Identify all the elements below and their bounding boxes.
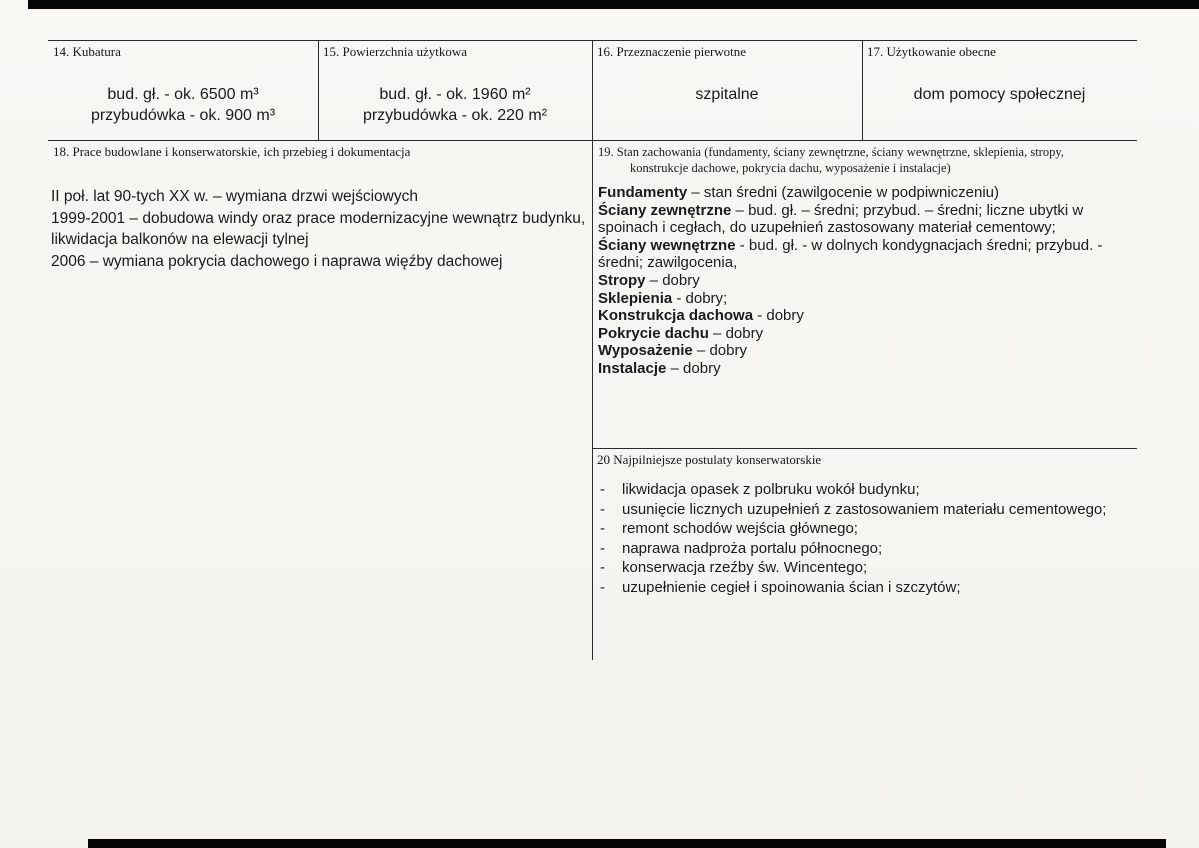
field-18-paragraph: 1999-2001 – dobudowa windy oraz prace modernizacyjne wewnątrz budynku, likwidacja balkonów na elewacji tylnej xyxy=(51,209,586,248)
field-15-value-line: bud. gł. - ok. 1960 m² xyxy=(379,86,531,103)
field-16-label: 16. Przeznaczenie pierwotne xyxy=(597,44,747,59)
field-20-postulaty xyxy=(592,448,1137,660)
field-14-label: 14. Kubatura xyxy=(53,44,121,59)
field-15-label: 15. Powierzchnia użytkowa xyxy=(323,44,468,59)
postulate-text: usunięcie licznych uzupełnień z zastosowaniem materiału cementowego; xyxy=(622,500,1107,518)
field-15-powierzchnia xyxy=(318,40,592,140)
field-19-condition-item: Ściany zewnętrzne – bud. gł. – średni; przybud. – średni; liczne ubytki w spoinach i cegłach, do uzupełnień zastosowany materiał cementowy; xyxy=(598,201,1084,237)
field-20-postulate-item xyxy=(600,578,1127,598)
postulate-text: uzupełnienie cegieł i spoinowania ścian i szczytów; xyxy=(622,578,961,596)
postulate-text: konserwacja rzeźby św. Wincentego; xyxy=(622,559,868,576)
scan-edge-top xyxy=(28,0,1199,9)
postulate-text: remont schodów wejścia głównego; xyxy=(622,520,858,537)
field-19-condition-item: Sklepienia - dobry; xyxy=(598,289,728,307)
dash-marker: - xyxy=(600,481,605,498)
postulate-text: likwidacja opasek z polbruku wokół budynku; xyxy=(622,481,920,498)
field-18-paragraph: II poł. lat 90-tych XX w. – wymiana drzwi wejściowych xyxy=(51,188,418,205)
dash-marker: - xyxy=(600,559,605,576)
field-15-value-line: przybudówka - ok. 220 m² xyxy=(362,107,548,124)
field-19-label-line1: 19. Stan zachowania (fundamenty, ściany zewnętrzne, ściany wewnętrzne, sklepienia, stropy, xyxy=(598,145,1064,159)
dash-marker: - xyxy=(600,500,605,518)
field-19-condition-item: Stropy – dobry xyxy=(598,271,700,289)
field-19-label-line2: konstrukcje dachowe, pokrycia dachu, wyposażenie i instalacje) xyxy=(630,161,951,175)
field-20-items xyxy=(600,480,1127,597)
field-14-value-line: bud. gł. - ok. 6500 m³ xyxy=(107,86,259,103)
field-19-stan-zachowania xyxy=(592,140,1137,448)
dash-marker: - xyxy=(600,520,605,537)
field-16-przeznaczenie xyxy=(592,40,862,140)
field-14-values xyxy=(48,84,318,126)
field-15-values xyxy=(318,84,592,126)
dash-marker: - xyxy=(600,539,605,557)
field-19-condition-item: Instalacje – dobry xyxy=(598,359,721,377)
field-19-condition-item: Konstrukcja dachowa - dobry xyxy=(598,307,804,325)
field-19-items xyxy=(598,184,1129,378)
field-14-kubatura xyxy=(48,40,318,140)
field-18-prace-budowlane xyxy=(48,140,592,660)
field-18-paragraph: 2006 – wymiana pokrycia dachowego i naprawa więźby dachowej xyxy=(51,252,503,270)
field-20-label: 20 Najpilniejsze postulaty konserwatorskie xyxy=(597,452,822,467)
field-20-postulate-item xyxy=(600,500,1127,520)
field-16-value: szpitalne xyxy=(695,86,759,103)
field-20-postulate-item xyxy=(600,480,1127,500)
scan-edge-bottom xyxy=(88,839,1166,848)
field-17-label: 17. Użytkowanie obecne xyxy=(867,44,996,59)
field-18-paragraphs xyxy=(51,186,586,272)
field-19-condition-item: Ściany wewnętrzne - bud. gł. - w dolnych kondygnacjach średni; przybud. - średni; zawilgocenia, xyxy=(598,236,1103,272)
field-20-postulate-item xyxy=(600,519,1127,539)
field-19-condition-item: Wyposażenie – dobry xyxy=(598,342,747,360)
field-18-label: 18. Prace budowlane i konserwatorskie, ich przebieg i dokumentacja xyxy=(53,144,411,159)
field-20-postulate-item xyxy=(600,539,1127,559)
field-17-value: dom pomocy społecznej xyxy=(913,86,1086,103)
field-17-uzytkowanie xyxy=(862,40,1137,140)
field-19-condition-item: Pokrycie dachu – dobry xyxy=(598,324,764,342)
field-19-condition-item: Fundamenty – stan średni (zawilgocenie w podpiwniczeniu) xyxy=(598,184,1000,201)
postulate-text: naprawa nadproża portalu północnego; xyxy=(622,539,883,557)
dash-marker: - xyxy=(600,578,605,596)
field-20-postulate-item xyxy=(600,558,1127,578)
field-14-value-line: przybudówka - ok. 900 m³ xyxy=(90,107,276,124)
